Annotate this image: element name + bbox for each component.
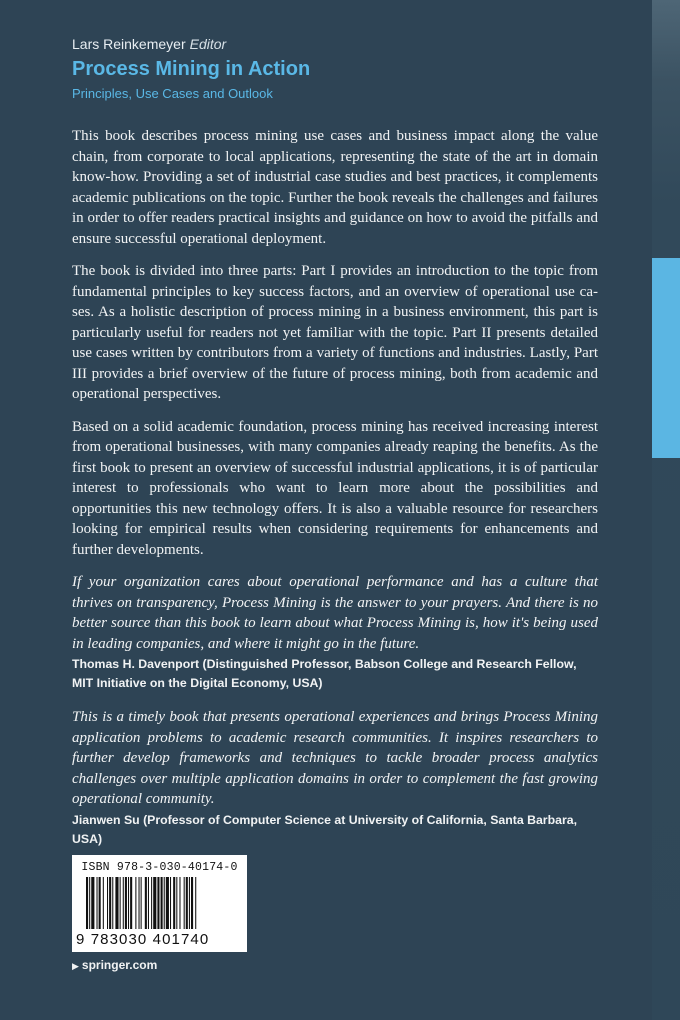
barcode-bar [128, 877, 129, 929]
isbn-barcode [72, 855, 247, 952]
barcode-bar [123, 877, 124, 929]
barcode-bar [103, 877, 104, 929]
barcode-bar [184, 877, 185, 929]
cover-edge-accent [652, 258, 680, 458]
barcode-bar [91, 877, 94, 929]
barcode-bar [86, 877, 88, 929]
barcode-bar [186, 877, 188, 929]
endorsement-attribution-1: Thomas H. Davenport (Distinguished Professor, Babson College and Research Fellow, MIT Initiative on the Digital Economy, USA) [72, 657, 577, 690]
barcode-bar [173, 877, 175, 929]
book-subtitle: Principles, Use Cases and Outlook [72, 86, 273, 101]
barcode-bar [107, 877, 108, 929]
barcode-bar [153, 877, 156, 929]
barcode-bar [141, 877, 142, 929]
barcode-bar [166, 877, 169, 929]
barcode-bar [195, 877, 196, 929]
barcode-bar [151, 877, 152, 929]
publisher-link[interactable] [72, 958, 157, 972]
barcode-bar [170, 877, 171, 929]
barcode-bar [120, 877, 121, 929]
blurb [72, 126, 598, 849]
endorsement-quote-2: This is a timely book that presents operational experiences and brings Process Mining application problems to academic research communities. It inspires researchers to further develop frameworks and techniques to tackle broader process analytics challenges over multiple application domains in order to complement the fast growing operational community. [72, 709, 598, 807]
barcode-bar [161, 877, 163, 929]
barcode-bars [86, 877, 234, 929]
barcode-bar [189, 877, 190, 929]
cover-edge-strip [652, 0, 680, 1020]
barcode-bar [164, 877, 165, 929]
barcode-bar [125, 877, 127, 929]
barcode-bar [115, 877, 118, 929]
endorsement-quote-1: If your organization cares about operational performance and has a culture that thrives on transparency, Process Mining is the answer to your prayers. And there is no better source than this book to learn about what Process Mining is, how it's being used in leading companies, and where it might go in the future. [72, 574, 598, 652]
publisher-url: springer.com [81, 958, 158, 972]
isbn-label: ISBN 978-3-030-40174-0 [81, 861, 238, 874]
barcode-bar [139, 877, 140, 929]
barcode-bar [176, 877, 177, 929]
barcode-bar [135, 877, 136, 929]
back-cover-content [72, 34, 598, 863]
blurb-paragraph-3: Based on a solid academic foundation, process mining has received increasing interest from operational businesses, with many companies already reaping the benefits. As the first book to present an overview of successful industrial applications, it is of particular interest to professionals who want to learn more about the possibilities and opportunities this new technology offers. It is also a valuable resource for researchers looking for empirical results when considering requirements for enhancements and further developments. [72, 418, 598, 558]
book-title: Process Mining in Action [72, 58, 311, 80]
barcode-bar [99, 877, 101, 929]
barcode-bar [130, 877, 132, 929]
ean-digits: 9 783030 401740 [76, 931, 210, 948]
triangle-right-icon: ▶ [72, 961, 79, 971]
barcode-bar [148, 877, 149, 929]
barcode-bar [145, 877, 147, 929]
barcode-bar [191, 877, 193, 929]
barcode-bar [109, 877, 111, 929]
editor-name: Lars Reinkemeyer [72, 36, 186, 52]
blurb-paragraph-2: The book is divided into three parts: Part I provides an introduction to the topic from fundamental principles to key success factors, and an overview of operational use cases. As a holistic description of process mining in a business environment, this part is particularly useful for readers not yet familiar with the topic. Part II presents detailed use cases written by contributors from a variety of functions and industries. Lastly, Part III provides a brief overview of the future of process mining, both from academic and operational perspectives. [72, 263, 598, 402]
editor-line [72, 34, 598, 54]
barcode-bar [112, 877, 113, 929]
barcode-bar [179, 877, 180, 929]
endorsement-attribution-2: Jianwen Su (Professor of Computer Science at University of California, Santa Barbara, USA) [72, 812, 577, 846]
barcode-bar [97, 877, 98, 929]
blurb-paragraph-1: This book describes process mining use cases and business impact along the value chain, from corporate to local applications, representing the state of the art in domain know-how. Providing a set of industrial case studies and best practices, it complements academic publications on the topic. Further the book reveals the challenges and failures in order to offer readers practical insights and guidance on how to avoid the pitfalls and ensure successful operational deployment. [72, 128, 598, 247]
barcode-bar [89, 877, 90, 929]
editor-role: Editor [189, 36, 227, 52]
barcode-bar [157, 877, 159, 929]
